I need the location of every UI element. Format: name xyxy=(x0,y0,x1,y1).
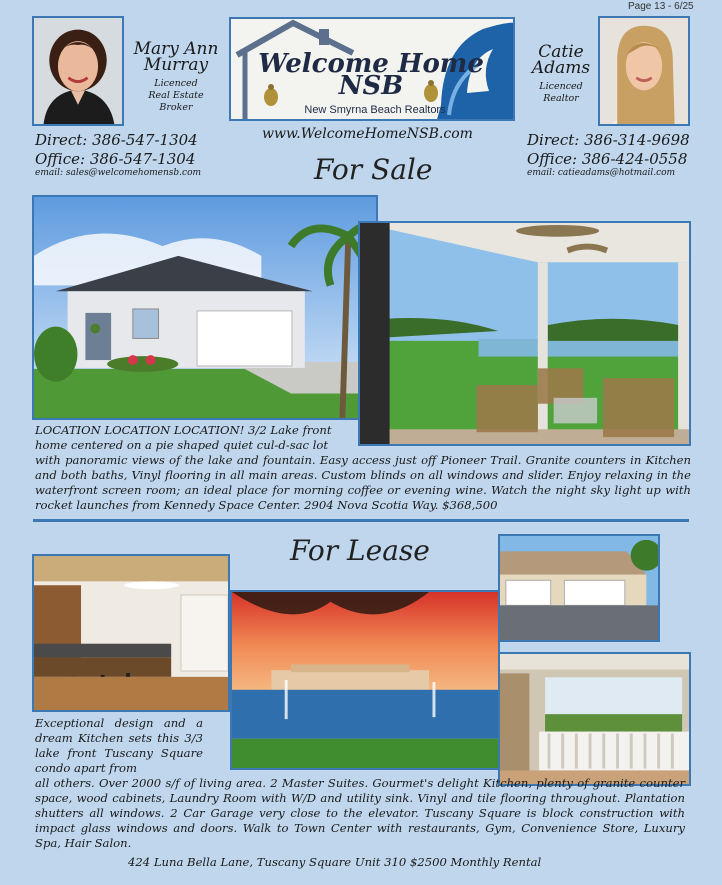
for-sale-heading: For Sale xyxy=(314,153,433,186)
photo-house-exterior xyxy=(32,195,378,420)
agent-left-direct: Direct: 386-547-1304 xyxy=(35,131,198,149)
agent-right-email: email: catieadams@hotmail.com xyxy=(527,168,676,178)
photo-screen-room xyxy=(358,221,691,446)
for-lease-description-intro: Exceptional design and a dream Kitchen sets this 3/3 lake front Tuscany Square condo apart from xyxy=(35,716,203,775)
photo-garage xyxy=(498,534,660,642)
photo-balcony xyxy=(498,652,691,786)
agent-left-role: Licenced Real Estate Broker xyxy=(148,78,204,113)
agent-left-office: Office: 386-547-1304 xyxy=(35,150,196,168)
for-lease-heading: For Lease xyxy=(290,534,430,567)
page-number: Page 13 - 6/25 xyxy=(628,1,694,12)
website-url: www.WelcomeHomeNSB.com xyxy=(262,126,473,142)
agent-photo-catie xyxy=(598,16,690,126)
agent-photo-mary-ann xyxy=(32,16,124,126)
agent-right-direct: Direct: 386-314-9698 xyxy=(527,131,690,149)
for-sale-description: with panoramic views of the lake and fountain. Easy access just off Pioneer Trail. Granite counters in Kitchen and both baths, Vinyl flooring in all main areas. Custom blinds on all windows and slider. Enjoy relaxing in the waterfront screen room; an ideal place for morning coffee or evening wine. Watch the night sky light up with rocket launches from Kennedy Space Center. 2904 Nova Scotia Way. $368,500 xyxy=(35,453,691,512)
section-divider xyxy=(33,519,689,522)
logo-title: Welcome Home NSB xyxy=(258,49,484,101)
agent-left-email: email: sales@welcomehomensb.com xyxy=(35,168,202,178)
for-sale-description-intro: LOCATION LOCATION LOCATION! 3/2 Lake front home centered on a pie shaped quiet cul-d-sac lot xyxy=(35,423,332,452)
photo-tuscany-square-lake xyxy=(230,590,500,770)
photo-kitchen xyxy=(32,554,230,712)
agent-left-name: Mary Ann Murray xyxy=(133,39,219,75)
welcome-home-logo xyxy=(229,17,515,121)
agent-right-office: Office: 386-424-0558 xyxy=(527,150,688,168)
for-lease-address: 424 Luna Bella Lane, Tuscany Square Unit 310 $2500 Monthly Rental xyxy=(128,855,542,869)
logo-subtitle: New Smyrna Beach Realtors xyxy=(304,104,446,116)
agent-right-name: Catie Adams xyxy=(531,42,591,78)
for-lease-description: all others. Over 2000 s/f of living area. 2 Master Suites. Gourmet's delight Kitchen, plenty of granite counter space, wood cabinets, Laundry Room with W/D and utility sink. Vinyl and tile flooring throughout. Plantation shutters all windows. 2 Car Garage very close to the elevator. Tuscany Square is block construction with impact glass windows and doors. Walk to Town Center with restaurants, Gym, Convenience Store, Luxury Spa, Hair Salon. xyxy=(35,776,685,850)
agent-right-role: Licenced Realtor xyxy=(539,81,583,104)
